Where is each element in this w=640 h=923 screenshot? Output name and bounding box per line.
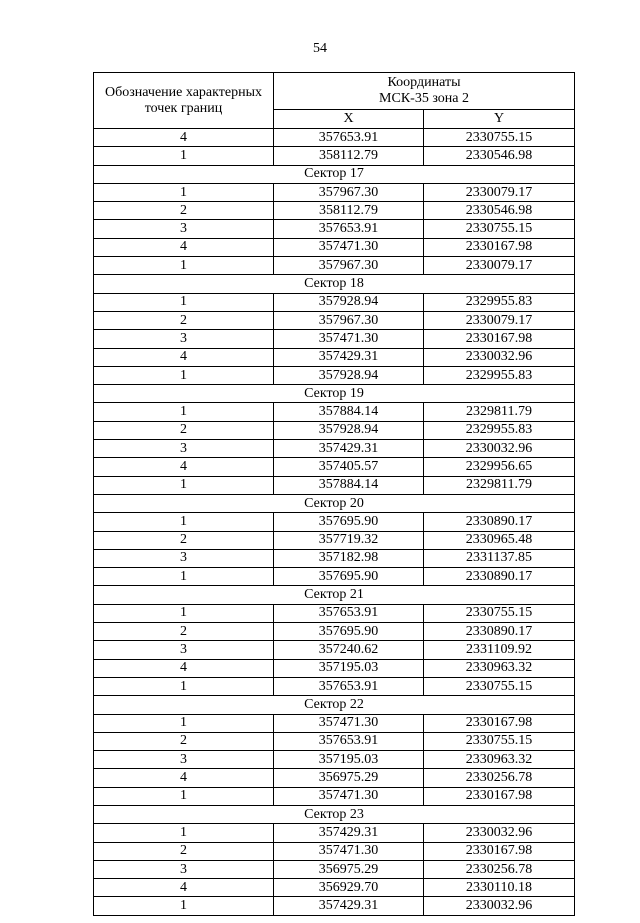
x-coordinate-cell: 357653.91 xyxy=(274,220,424,238)
table-row xyxy=(94,513,575,531)
point-number-cell: 1 xyxy=(94,476,274,494)
table-row xyxy=(94,732,575,750)
table-row xyxy=(94,366,575,384)
table-row xyxy=(94,842,575,860)
sector-row xyxy=(94,275,575,293)
table-row xyxy=(94,897,575,915)
point-number-cell: 3 xyxy=(94,330,274,348)
y-coordinate-cell: 2329811.79 xyxy=(424,403,575,421)
x-coordinate-cell: 357471.30 xyxy=(274,330,424,348)
table-row xyxy=(94,879,575,897)
point-number-cell: 3 xyxy=(94,751,274,769)
y-coordinate-cell: 2330755.15 xyxy=(424,677,575,695)
point-number-cell: 1 xyxy=(94,824,274,842)
table-row xyxy=(94,659,575,677)
y-coordinate-cell: 2330167.98 xyxy=(424,330,575,348)
table-row xyxy=(94,220,575,238)
x-coordinate-cell: 357471.30 xyxy=(274,238,424,256)
x-coordinate-cell: 357195.03 xyxy=(274,751,424,769)
coordinate-system: МСК-35 зона 2 xyxy=(379,91,469,106)
point-designation-header xyxy=(94,73,274,129)
x-coordinate-cell: 357429.31 xyxy=(274,824,424,842)
table-row xyxy=(94,860,575,878)
sector-label: Сектор 21 xyxy=(94,586,575,604)
point-number-cell: 1 xyxy=(94,568,274,586)
x-coordinate-cell: 358112.79 xyxy=(274,147,424,165)
point-number-cell: 4 xyxy=(94,769,274,787)
sector-row xyxy=(94,165,575,183)
point-number-cell: 1 xyxy=(94,897,274,915)
table-row xyxy=(94,769,575,787)
sector-row xyxy=(94,494,575,512)
table-row xyxy=(94,714,575,732)
sector-label: Сектор 22 xyxy=(94,696,575,714)
x-coordinate-cell: 357884.14 xyxy=(274,476,424,494)
table-row xyxy=(94,641,575,659)
point-number-cell: 1 xyxy=(94,403,274,421)
table-row xyxy=(94,330,575,348)
x-coordinate-cell: 357429.31 xyxy=(274,348,424,366)
y-coordinate-cell: 2330256.78 xyxy=(424,769,575,787)
coordinates-title: Координаты xyxy=(387,75,461,90)
point-number-cell: 4 xyxy=(94,129,274,147)
y-coordinate-cell: 2330963.32 xyxy=(424,751,575,769)
sector-row xyxy=(94,586,575,604)
x-coordinate-cell: 357405.57 xyxy=(274,458,424,476)
point-number-cell: 4 xyxy=(94,879,274,897)
y-column-header: Y xyxy=(424,110,575,129)
coordinates-table xyxy=(93,72,575,916)
x-coordinate-cell: 357928.94 xyxy=(274,421,424,439)
y-coordinate-cell: 2329955.83 xyxy=(424,421,575,439)
point-number-cell: 2 xyxy=(94,531,274,549)
point-number-cell: 1 xyxy=(94,513,274,531)
sector-label: Сектор 18 xyxy=(94,275,575,293)
point-number-cell: 1 xyxy=(94,183,274,201)
table-row xyxy=(94,751,575,769)
x-coordinate-cell: 357719.32 xyxy=(274,531,424,549)
y-coordinate-cell: 2330079.17 xyxy=(424,183,575,201)
y-coordinate-cell: 2330755.15 xyxy=(424,732,575,750)
table-row xyxy=(94,623,575,641)
point-number-cell: 3 xyxy=(94,220,274,238)
point-number-cell: 2 xyxy=(94,842,274,860)
table-row xyxy=(94,202,575,220)
table-row xyxy=(94,183,575,201)
point-number-cell: 1 xyxy=(94,714,274,732)
point-number-cell: 4 xyxy=(94,659,274,677)
table-row xyxy=(94,348,575,366)
x-coordinate-cell: 357653.91 xyxy=(274,677,424,695)
x-coordinate-cell: 357695.90 xyxy=(274,623,424,641)
point-number-cell: 4 xyxy=(94,458,274,476)
y-coordinate-cell: 2330167.98 xyxy=(424,787,575,805)
y-coordinate-cell: 2330256.78 xyxy=(424,860,575,878)
table-row xyxy=(94,403,575,421)
point-number-cell: 1 xyxy=(94,677,274,695)
sector-row xyxy=(94,385,575,403)
table-body xyxy=(94,129,575,916)
y-coordinate-cell: 2331137.85 xyxy=(424,549,575,567)
y-coordinate-cell: 2330890.17 xyxy=(424,568,575,586)
x-coordinate-cell: 357695.90 xyxy=(274,568,424,586)
x-coordinate-cell: 357884.14 xyxy=(274,403,424,421)
point-number-cell: 2 xyxy=(94,732,274,750)
point-number-cell: 1 xyxy=(94,293,274,311)
y-coordinate-cell: 2329955.83 xyxy=(424,293,575,311)
x-coordinate-cell: 356929.70 xyxy=(274,879,424,897)
y-coordinate-cell: 2330167.98 xyxy=(424,238,575,256)
x-coordinate-cell: 357967.30 xyxy=(274,311,424,329)
point-number-cell: 4 xyxy=(94,238,274,256)
point-number-cell: 2 xyxy=(94,311,274,329)
table-row xyxy=(94,677,575,695)
point-number-cell: 2 xyxy=(94,421,274,439)
y-coordinate-cell: 2329811.79 xyxy=(424,476,575,494)
sector-row xyxy=(94,696,575,714)
x-coordinate-cell: 357195.03 xyxy=(274,659,424,677)
x-coordinate-cell: 357653.91 xyxy=(274,129,424,147)
y-coordinate-cell: 2330546.98 xyxy=(424,202,575,220)
y-coordinate-cell: 2329955.83 xyxy=(424,366,575,384)
y-coordinate-cell: 2330755.15 xyxy=(424,604,575,622)
x-coordinate-cell: 358112.79 xyxy=(274,202,424,220)
y-coordinate-cell: 2330167.98 xyxy=(424,842,575,860)
table-row xyxy=(94,604,575,622)
x-coordinate-cell: 357928.94 xyxy=(274,293,424,311)
sector-row xyxy=(94,805,575,823)
y-coordinate-cell: 2330167.98 xyxy=(424,714,575,732)
point-number-cell: 3 xyxy=(94,860,274,878)
x-coordinate-cell: 357429.31 xyxy=(274,897,424,915)
x-coordinate-cell: 357928.94 xyxy=(274,366,424,384)
y-coordinate-cell: 2330890.17 xyxy=(424,513,575,531)
point-number-cell: 3 xyxy=(94,549,274,567)
x-coordinate-cell: 357182.98 xyxy=(274,549,424,567)
page-number: 54 xyxy=(313,41,327,56)
table-row xyxy=(94,421,575,439)
point-number-cell: 1 xyxy=(94,604,274,622)
point-designation-line2: точек границ xyxy=(144,100,223,116)
x-coordinate-cell: 357471.30 xyxy=(274,842,424,860)
table-row xyxy=(94,824,575,842)
table-row xyxy=(94,458,575,476)
sector-label: Сектор 23 xyxy=(94,805,575,823)
point-number-cell: 2 xyxy=(94,623,274,641)
y-coordinate-cell: 2330032.96 xyxy=(424,897,575,915)
y-coordinate-cell: 2330079.17 xyxy=(424,311,575,329)
point-number-cell: 3 xyxy=(94,641,274,659)
x-coordinate-cell: 357653.91 xyxy=(274,604,424,622)
x-coordinate-cell: 357429.31 xyxy=(274,440,424,458)
sector-label: Сектор 19 xyxy=(94,385,575,403)
table-row xyxy=(94,531,575,549)
coordinates-header xyxy=(274,73,575,110)
point-number-cell: 1 xyxy=(94,147,274,165)
table-row xyxy=(94,257,575,275)
y-coordinate-cell: 2330032.96 xyxy=(424,440,575,458)
y-coordinate-cell: 2330079.17 xyxy=(424,257,575,275)
table-row xyxy=(94,129,575,147)
y-coordinate-cell: 2329956.65 xyxy=(424,458,575,476)
x-coordinate-cell: 357967.30 xyxy=(274,183,424,201)
x-column-header: X xyxy=(274,110,424,129)
table-row xyxy=(94,147,575,165)
x-coordinate-cell: 357471.30 xyxy=(274,714,424,732)
table-row xyxy=(94,549,575,567)
y-coordinate-cell: 2330032.96 xyxy=(424,824,575,842)
x-coordinate-cell: 357653.91 xyxy=(274,732,424,750)
y-coordinate-cell: 2330965.48 xyxy=(424,531,575,549)
point-number-cell: 1 xyxy=(94,787,274,805)
y-coordinate-cell: 2330110.18 xyxy=(424,879,575,897)
table-row xyxy=(94,476,575,494)
y-coordinate-cell: 2330755.15 xyxy=(424,129,575,147)
point-number-cell: 4 xyxy=(94,348,274,366)
table-row xyxy=(94,311,575,329)
table-row xyxy=(94,787,575,805)
y-coordinate-cell: 2330032.96 xyxy=(424,348,575,366)
point-designation-line1: Обозначение характерных xyxy=(105,84,262,100)
table-row xyxy=(94,440,575,458)
x-coordinate-cell: 357695.90 xyxy=(274,513,424,531)
point-number-cell: 1 xyxy=(94,366,274,384)
sector-label: Сектор 20 xyxy=(94,494,575,512)
y-coordinate-cell: 2330890.17 xyxy=(424,623,575,641)
x-coordinate-cell: 357240.62 xyxy=(274,641,424,659)
point-number-cell: 1 xyxy=(94,257,274,275)
table-row xyxy=(94,568,575,586)
sector-label: Сектор 17 xyxy=(94,165,575,183)
y-coordinate-cell: 2330546.98 xyxy=(424,147,575,165)
point-number-cell: 3 xyxy=(94,440,274,458)
table-header xyxy=(94,73,575,129)
x-coordinate-cell: 356975.29 xyxy=(274,860,424,878)
table-row xyxy=(94,293,575,311)
x-coordinate-cell: 357471.30 xyxy=(274,787,424,805)
x-coordinate-cell: 356975.29 xyxy=(274,769,424,787)
table-row xyxy=(94,238,575,256)
x-coordinate-cell: 357967.30 xyxy=(274,257,424,275)
y-coordinate-cell: 2331109.92 xyxy=(424,641,575,659)
y-coordinate-cell: 2330755.15 xyxy=(424,220,575,238)
point-number-cell: 2 xyxy=(94,202,274,220)
y-coordinate-cell: 2330963.32 xyxy=(424,659,575,677)
